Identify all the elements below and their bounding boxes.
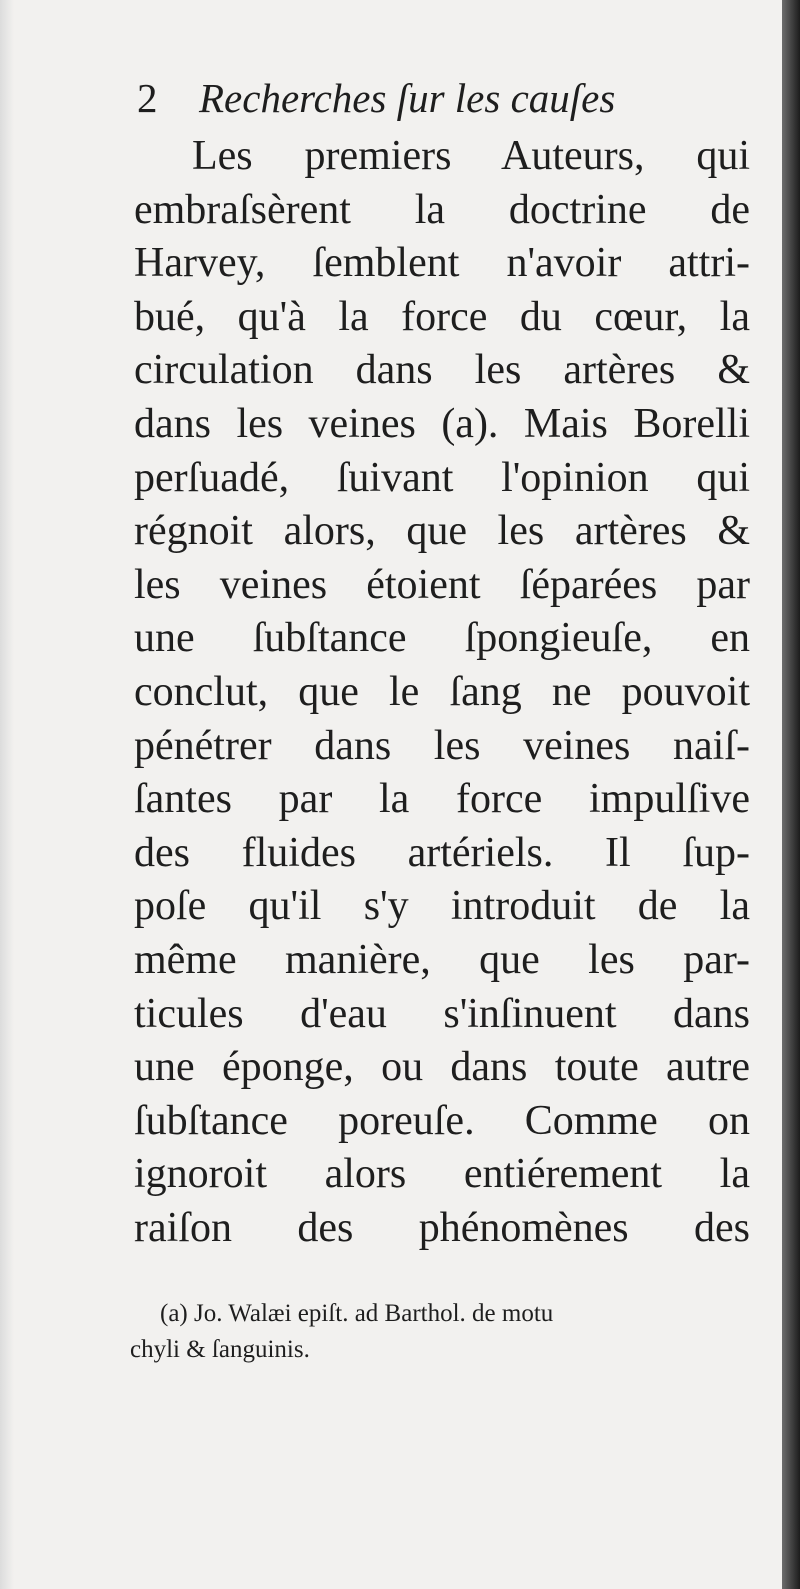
text-line: ſantes par la force impulſive: [134, 776, 750, 823]
text-line: embraſsèrent la doctrine de: [134, 186, 750, 233]
text-line: dans les veines (a). Mais Borelli: [134, 400, 750, 447]
text-line: conclut, que le ſang ne pouvoit: [134, 668, 750, 715]
footnote-line: chyli & ſanguinis.: [130, 1336, 310, 1363]
text-line: une éponge, ou dans toute autre: [134, 1044, 750, 1091]
page-number: 2: [137, 75, 158, 121]
page-header: [137, 74, 615, 124]
text-line: même manière, que les par-: [134, 936, 750, 983]
text-line: des fluides artériels. Il ſup-: [134, 829, 750, 876]
text-line: les veines étoient ſéparées par: [134, 561, 750, 608]
running-head: Recherches ſur les cauſes: [199, 75, 616, 121]
text-line: pénétrer dans les veines naiſ-: [134, 722, 750, 769]
text-line: régnoit alors, que les artères &: [134, 508, 750, 555]
text-line: perſuadé, ſuivant l'opinion qui: [134, 454, 750, 501]
footnote: [130, 1296, 750, 1368]
text-line: circulation dans les artères &: [134, 347, 750, 394]
text-line: Les premiers Auteurs, qui: [192, 133, 750, 179]
book-spine-shadow: [782, 0, 800, 1589]
text-line: Harvey, ſemblent n'avoir attri-: [134, 240, 750, 287]
page-left-edge: [0, 0, 14, 1589]
text-line: ticules d'eau s'inſinuent dans: [134, 990, 750, 1037]
text-line: raiſon des phénomènes des: [134, 1204, 750, 1251]
text-line: bué, qu'à la force du cœur, la: [134, 293, 750, 340]
footnote-line: (a) Jo. Walæi epiſt. ad Barthol. de motu: [160, 1300, 554, 1327]
text-line: une ſubſtance ſpongieuſe, en: [134, 615, 750, 662]
text-line: poſe qu'il s'y introduit de la: [134, 883, 750, 930]
text-line: ſubſtance poreuſe. Comme on: [134, 1097, 750, 1144]
text-line: ignoroit alors entiérement la: [134, 1151, 750, 1198]
body-text: [134, 130, 750, 1255]
